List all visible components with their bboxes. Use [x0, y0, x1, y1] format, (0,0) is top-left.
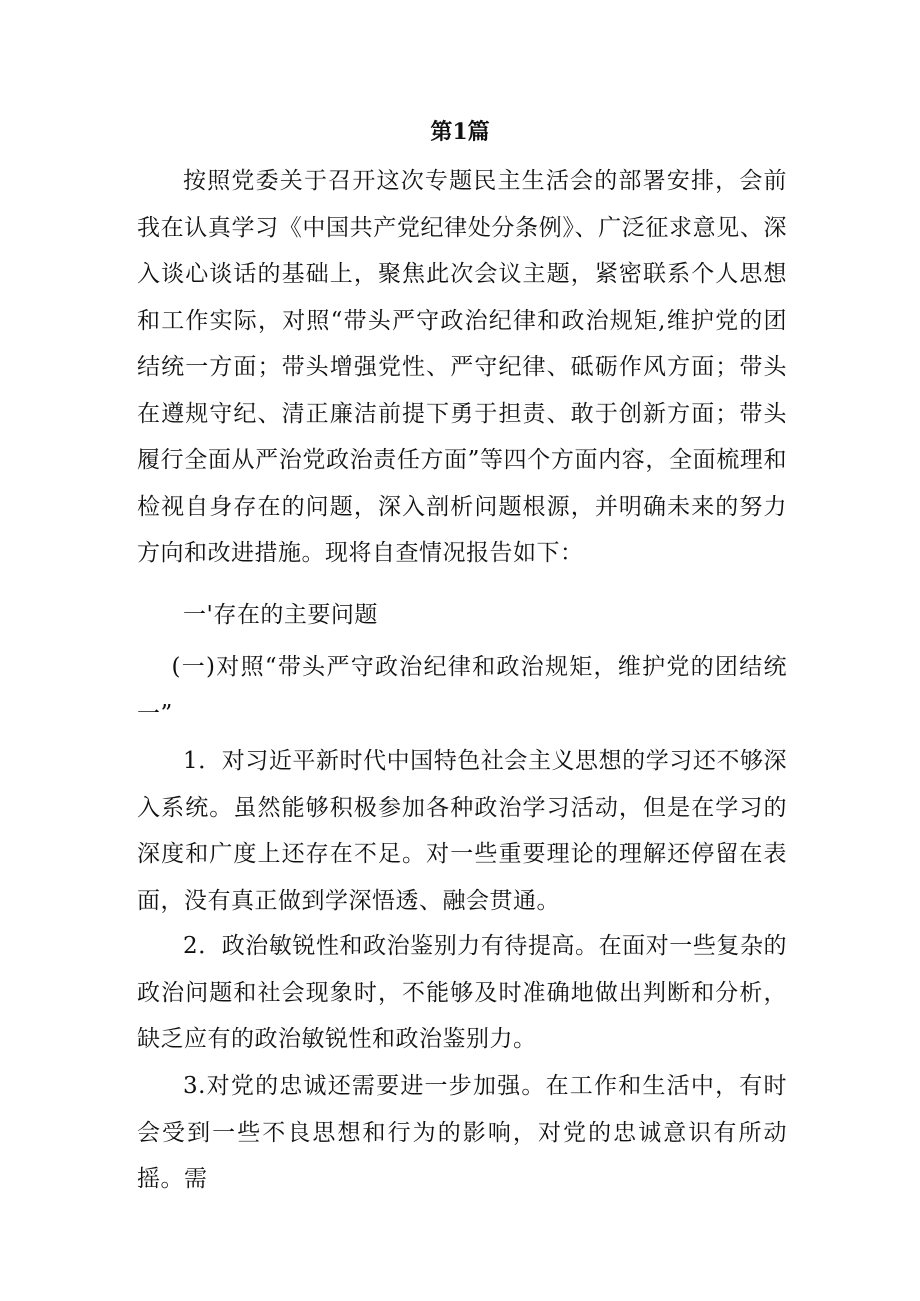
list-item-2: 2．政治敏锐性和政治鉴别力有待提高。在面对一些复杂的政治问题和社会现象时，不能够及时准确地做出判断和分析，缺乏应有的政治敏锐性和政治鉴别力。: [137, 933, 787, 1052]
list-item-1: 1．对习近平新时代中国特色社会主义思想的学习还不够深入系统。虽然能够积极参加各种政治学习活动，但是在学习的深度和广度上还存在不足。对一些重要理论的理解还停留在表面，没有真正做到学深悟透、融会贯通。: [137, 748, 787, 914]
document-title: 第1篇: [430, 119, 490, 145]
list-item-3: 3.对党的忠诚还需要进一步加强。在工作和生活中，有时会受到一些不良思想和行为的影响，对党的忠诚意识有所动摇。需: [137, 1073, 787, 1192]
section-heading-1: 一'存在的主要问题: [183, 602, 378, 628]
subsection-heading-1: (一)对照“带头严守政治纪律和政治规矩，维护党的团结统一”: [137, 654, 787, 727]
intro-paragraph: 按照党委关于召开这次专题民主生活会的部署安排，会前我在认真学习《中国共产党纪律处分条例》、广泛征求意见、深入谈心谈话的基础上，聚焦此次会议主题，紧密联系个人思想和工作实际，对照“带头严守政治纪律和政治规矩,维护党的团结统一方面；带头增强党性、严守纪律、砥砺作风方面；带头在遵规守纪、清正廉洁前提下勇于担责、敢于创新方面；带头履行全面从严治党政治责任方面”等四个方面内容，全面梳理和检视自身存在的问题，深入剖析问题根源，并明确未来的努力方向和改进措施。现将自查情况报告如下：: [137, 168, 787, 566]
